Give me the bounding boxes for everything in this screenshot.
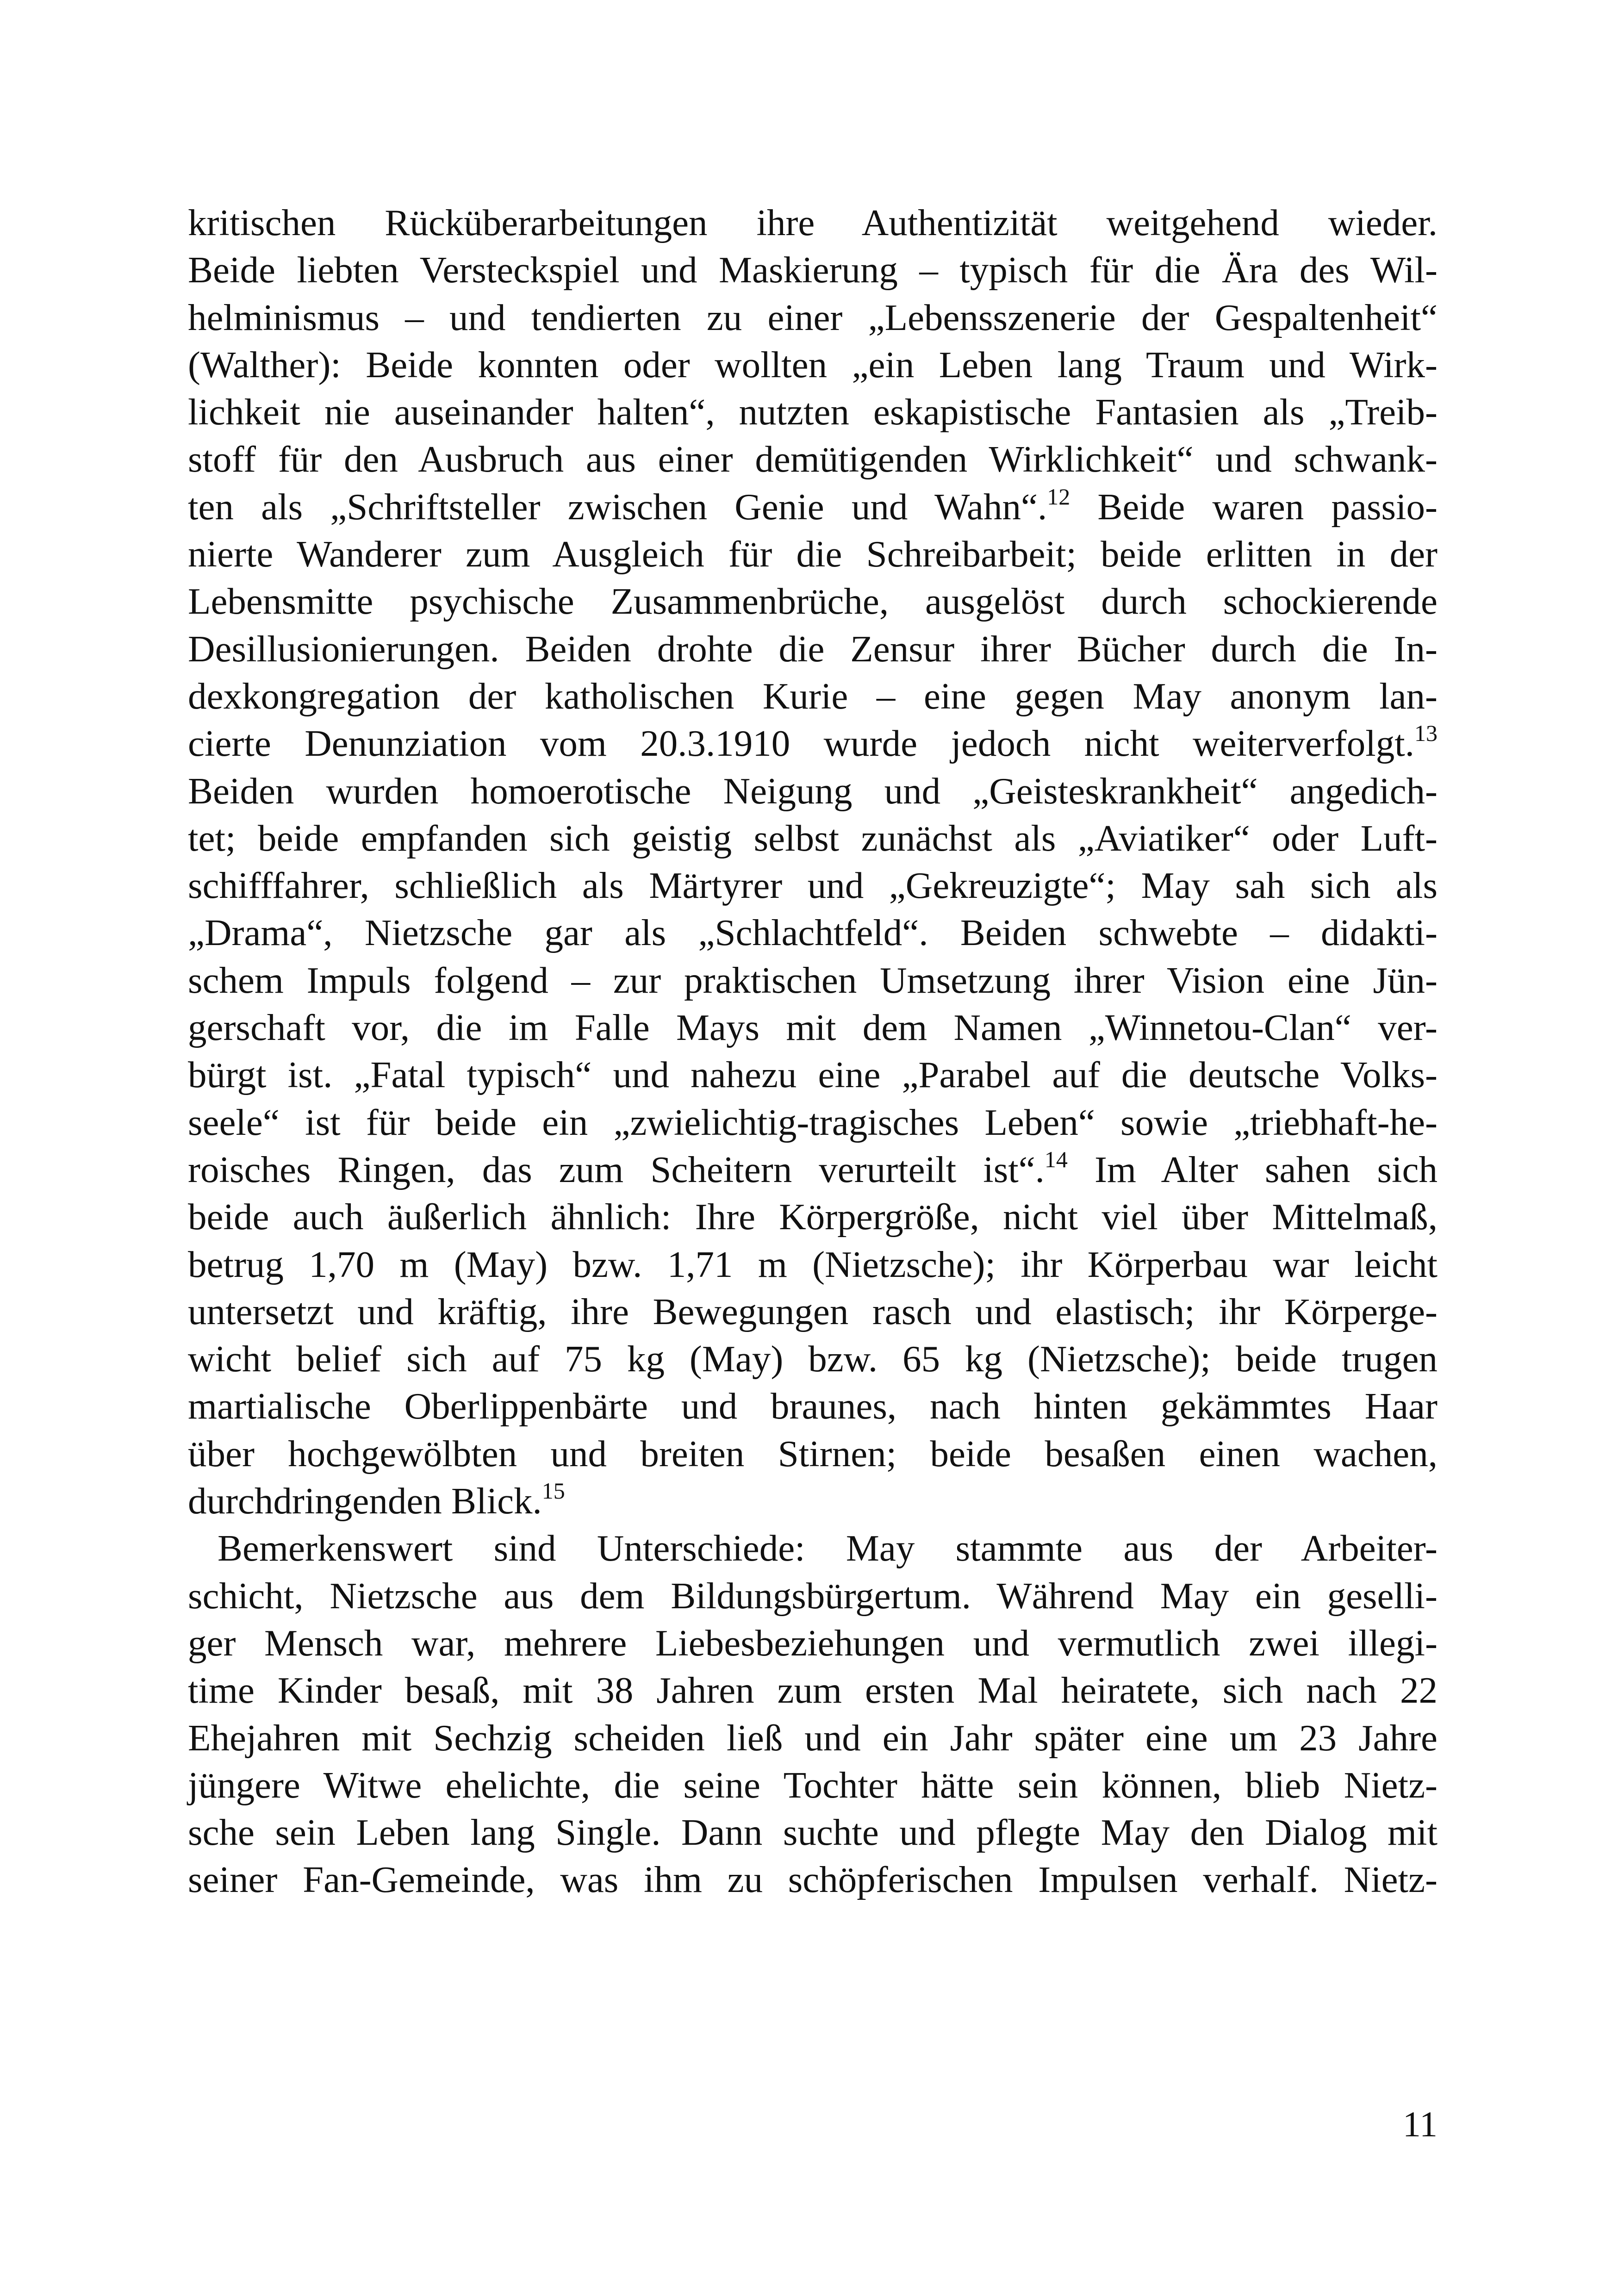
text-line-content: schem Impuls folgend – zur praktischen Umsetzung ihrer Vision eine Jün- — [188, 959, 1438, 1001]
text-line-content: Bemerkenswert sind Unterschiede: May stammte aus der Arbeiter- — [218, 1527, 1438, 1569]
text-line — [188, 1004, 1438, 1051]
text-line — [188, 957, 1438, 1004]
text-line-content: sche sein Leben lang Single. Dann suchte und pflegte May den Dialog mit — [188, 1811, 1438, 1854]
text-line — [188, 1193, 1438, 1240]
text-line-continuation: Im Alter sahen sich — [1067, 1148, 1438, 1190]
text-line — [188, 436, 1438, 483]
text-line — [188, 341, 1438, 388]
footnote-marker: 14 — [1044, 1146, 1068, 1172]
text-line-content: seele“ ist für beide ein „zwielichtig-tragisches Leben“ sowie „triebhaft-he- — [188, 1101, 1438, 1143]
text-line-content: Desillusionierungen. Beiden drohte die Zensur ihrer Bücher durch die In- — [188, 628, 1438, 670]
text-line-content: ten als „Schriftsteller zwischen Genie und Wahn“. — [188, 485, 1047, 528]
text-line — [188, 909, 1438, 956]
text-line-content: Lebensmitte psychische Zusammenbrüche, ausgelöst durch schockierende — [188, 580, 1438, 622]
text-line — [188, 862, 1438, 909]
text-line — [188, 625, 1438, 672]
text-line — [188, 1051, 1438, 1098]
text-line-content: dexkongregation der katholischen Kurie – eine gegen May anonym lan- — [188, 675, 1438, 717]
text-line-content: gerschaft vor, die im Falle Mays mit dem Namen „Winnetou-Clan“ ver- — [188, 1007, 1438, 1049]
text-line — [188, 1714, 1438, 1761]
text-line-content: ger Mensch war, mehrere Liebesbeziehungen und vermutlich zwei illegi- — [188, 1622, 1438, 1664]
text-line — [188, 1382, 1438, 1430]
text-line-content: Ehejahren mit Sechzig scheiden ließ und ein Jahr später eine um 23 Jahre — [188, 1717, 1438, 1759]
text-line — [188, 1146, 1438, 1193]
text-line-content: kritischen Rücküberarbeitungen ihre Authentizität weitgehend wieder. — [188, 202, 1438, 243]
text-line — [188, 1477, 1438, 1524]
text-line — [188, 720, 1438, 767]
text-line — [188, 530, 1438, 578]
text-line — [188, 294, 1438, 341]
text-line — [188, 1335, 1438, 1382]
text-line — [188, 246, 1438, 293]
page-number: 11 — [1402, 2104, 1438, 2144]
text-line-content: stoff für den Ausbruch aus einer demütigenden Wirklichkeit“ und schwank- — [188, 438, 1438, 480]
text-line-content: cierte Denunziation vom 20.3.1910 wurde jedoch nicht weiterverfolgt. — [188, 722, 1414, 765]
text-line — [188, 1667, 1438, 1714]
text-line-continuation: Beide waren passio- — [1070, 485, 1438, 528]
text-line — [188, 1430, 1438, 1477]
footnote-marker: 15 — [541, 1478, 565, 1504]
text-line — [188, 1099, 1438, 1146]
footnote-marker: 13 — [1414, 720, 1438, 747]
text-line-content: betrug 1,70 m (May) bzw. 1,71 m (Nietzsche); ihr Körperbau war leicht — [188, 1243, 1438, 1285]
text-line — [188, 388, 1438, 436]
text-line — [188, 1619, 1438, 1667]
text-line — [188, 767, 1438, 815]
text-line-content: beide auch äußerlich ähnlich: Ihre Körpergröße, nicht viel über Mittelmaß, — [188, 1196, 1438, 1238]
text-line-content: Beide liebten Versteckspiel und Maskierung – typisch für die Ära des Wil- — [188, 249, 1438, 291]
body-text — [188, 199, 1438, 1904]
text-line-content: wicht belief sich auf 75 kg (May) bzw. 65 kg (Nietzsche); beide trugen — [188, 1338, 1438, 1380]
text-line-content: schicht, Nietzsche aus dem Bildungsbürgertum. Während May ein geselli- — [188, 1574, 1438, 1617]
text-line — [188, 483, 1438, 530]
text-line — [188, 1241, 1438, 1288]
text-line-content: über hochgewölbten und breiten Stirnen; beide besaßen einen wachen, — [188, 1432, 1438, 1475]
text-line-content: „Drama“, Nietzsche gar als „Schlachtfeld“. Beiden schwebte – didakti- — [188, 912, 1438, 954]
text-line-content: jüngere Witwe ehelichte, die seine Tochter hätte sein können, blieb Nietz- — [188, 1764, 1438, 1806]
text-line — [188, 1572, 1438, 1619]
text-line — [188, 1809, 1438, 1856]
text-line — [188, 1761, 1438, 1809]
text-line — [188, 199, 1438, 246]
text-line-content: schifffahrer, schließlich als Märtyrer und „Gekreuzigte“; May sah sich als — [188, 865, 1438, 907]
text-line-content: nierte Wanderer zum Ausgleich für die Schreibarbeit; beide erlitten in der — [188, 533, 1438, 575]
text-line-content: helminismus – und tendierten zu einer „Lebensszenerie der Gespaltenheit“ — [188, 296, 1438, 338]
text-line-content: (Walther): Beide konnten oder wollten „ein Leben lang Traum und Wirk- — [188, 343, 1438, 386]
text-line-content: lichkeit nie auseinander halten“, nutzten eskapistische Fantasien als „Treib- — [188, 391, 1438, 433]
text-line-content: durchdringenden Blick. — [188, 1480, 542, 1522]
text-line — [188, 1524, 1438, 1572]
text-line-content: martialische Oberlippenbärte und braunes, nach hinten gekämmtes Haar — [188, 1385, 1438, 1427]
text-line-content: Beiden wurden homoerotische Neigung und „Geisteskrankheit“ angedich- — [188, 770, 1438, 812]
text-line-content: roisches Ringen, das zum Scheitern verurteilt ist“. — [188, 1148, 1045, 1190]
text-line-content: untersetzt und kräftig, ihre Bewegungen rasch und elastisch; ihr Körperge- — [188, 1290, 1438, 1332]
text-line-content: bürgt ist. „Fatal typisch“ und nahezu eine „Parabel auf die deutsche Volks- — [188, 1054, 1438, 1096]
text-line-content: time Kinder besaß, mit 38 Jahren zum ersten Mal heiratete, sich nach 22 — [188, 1669, 1438, 1711]
text-line — [188, 1288, 1438, 1335]
text-line — [188, 1856, 1438, 1903]
footnote-marker: 12 — [1047, 483, 1070, 510]
text-line-content: seiner Fan-Gemeinde, was ihm zu schöpferischen Impulsen verhalf. Nietz- — [188, 1859, 1438, 1901]
text-line — [188, 672, 1438, 720]
text-line — [188, 578, 1438, 625]
text-line-content: tet; beide empfanden sich geistig selbst zunächst als „Aviatiker“ oder Luft- — [188, 817, 1438, 859]
text-line — [188, 815, 1438, 862]
